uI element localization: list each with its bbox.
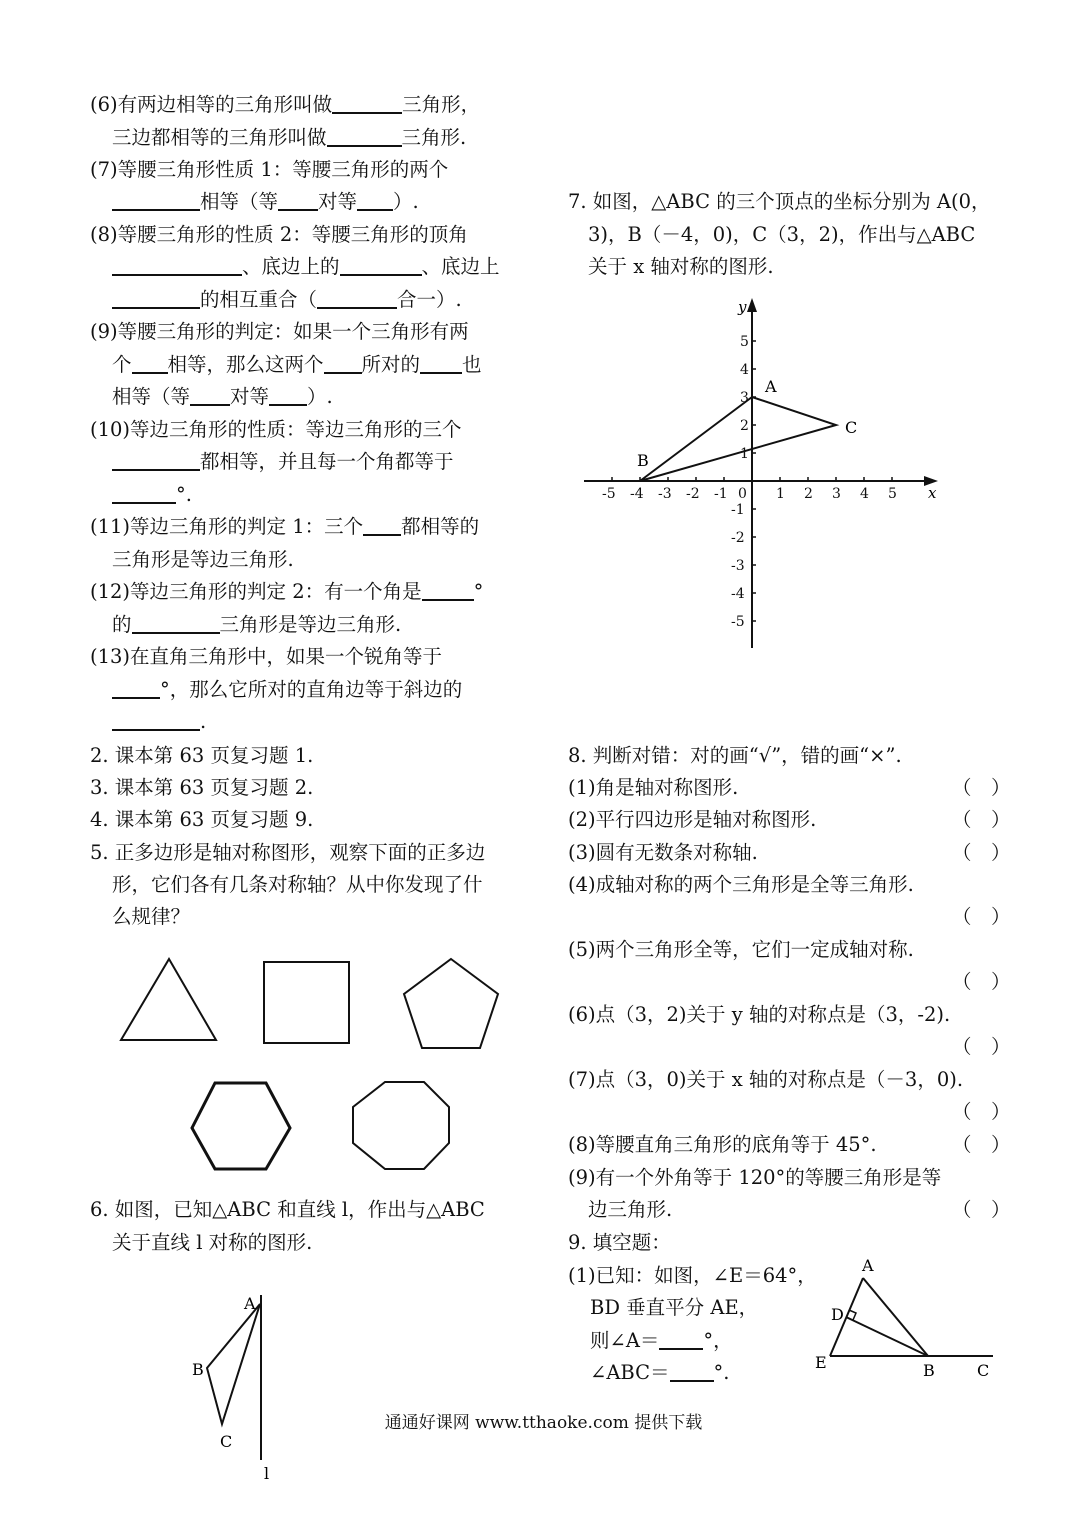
- item9-title: 9. 填空题：: [568, 1231, 671, 1254]
- triangle-abc-plane: [640, 397, 836, 481]
- label-c: C: [977, 1361, 990, 1380]
- segment-ab: [863, 1278, 928, 1356]
- item5-line3: 么规律？: [112, 905, 191, 928]
- q13-text-a: °，那么它所对的直角边等于斜边的: [160, 678, 463, 701]
- q6-text-d: 三角形.: [401, 126, 467, 149]
- q8-text-d: 合一）.: [397, 288, 462, 311]
- segment-db: [846, 1317, 928, 1356]
- q9-text-e: 相等（等: [112, 385, 191, 408]
- item7-line2: 3)，B（－4，0)，C（3，2)，作出与△ABC: [588, 223, 976, 246]
- item8-s5: (5)两个三角形全等，它们一定成轴对称.: [568, 938, 914, 961]
- item9-text-c: ∠ABC＝: [590, 1361, 670, 1384]
- q9-line1: (9)等腰三角形的判定：如果一个三角形有两: [90, 320, 469, 343]
- item8-s2: (2)平行四边形是轴对称图形.: [568, 808, 817, 831]
- item4: 4. 课本第 63 页复习题 9.: [90, 808, 314, 831]
- x-tick-label: -1: [714, 486, 728, 502]
- y-tick-label: -5: [731, 614, 745, 630]
- q8-text-a: 、底边上的: [242, 255, 340, 278]
- q10-text-b: °.: [176, 483, 192, 506]
- item2: 2. 课本第 63 页复习题 1.: [90, 744, 314, 767]
- q7-text-c: ）.: [393, 190, 419, 213]
- y-tick-label: 4: [740, 362, 749, 378]
- answer-paren[interactable]: （ ）: [952, 1198, 1011, 1221]
- q12-text-d: 三角形是等边三角形.: [219, 613, 402, 636]
- point-a-label: A: [765, 377, 777, 396]
- q7-text-b: 对等: [318, 190, 358, 213]
- item8-title: 8. 判断对错：对的画“√”，错的画“×”.: [568, 744, 902, 767]
- q8-text-b: 、底边上: [421, 255, 500, 278]
- x-axis-label: x: [928, 484, 937, 502]
- item5-line2: 形，它们各有几条对称轴？从中你发现了什: [112, 873, 483, 896]
- item9-line1: (1)已知：如图，∠E＝64°，: [568, 1264, 817, 1287]
- answer-paren[interactable]: （ ）: [952, 808, 1011, 831]
- x-tick-label: 4: [860, 486, 869, 502]
- q7-text-a: 相等（等: [200, 190, 279, 213]
- item9-text-a: 则∠A＝: [590, 1329, 660, 1352]
- answer-paren[interactable]: （ ）: [952, 1100, 1011, 1123]
- x-tick-label: -2: [686, 486, 700, 502]
- q11-text-a: (11)等边三角形的判定 1：三个: [90, 515, 364, 538]
- y-tick-label: 2: [740, 418, 749, 434]
- footer: 通通好课网 www.tthaoke.com 提供下载: [384, 1413, 703, 1433]
- y-axis-arrow: [747, 298, 757, 312]
- label-c: C: [220, 1432, 233, 1451]
- q13-text-b: .: [200, 710, 207, 733]
- label-l: l: [264, 1464, 270, 1483]
- q12-text-a: (12)等边三角形的判定 2：有一个角是: [90, 580, 422, 603]
- item9-text-b: °，: [703, 1329, 733, 1352]
- q10-line1: (10)等边三角形的性质：等边三角形的三个: [90, 418, 462, 441]
- x-tick-label: 5: [888, 486, 897, 502]
- q8-line1: (8)等腰三角形的性质 2：等腰三角形的顶角: [90, 223, 468, 246]
- item7-line3: 关于 x 轴对称的图形.: [588, 255, 774, 278]
- y-tick-label: -3: [731, 558, 745, 574]
- angle-figure: [810, 1250, 1000, 1385]
- item3: 3. 课本第 63 页复习题 2.: [90, 776, 314, 799]
- item8-s4: (4)成轴对称的两个三角形是全等三角形.: [568, 873, 914, 896]
- item8-s3: (3)圆有无数条对称轴.: [568, 841, 758, 864]
- q7-line1: (7)等腰三角形性质 1：等腰三角形的两个: [90, 158, 449, 181]
- item9-line2: BD 垂直平分 AE，: [590, 1296, 759, 1319]
- x-tick-label: 1: [776, 486, 785, 502]
- q9-text-g: ）.: [307, 385, 333, 408]
- y-tick-label: 3: [740, 390, 749, 406]
- y-tick-label: 5: [740, 334, 749, 350]
- answer-paren[interactable]: （ ）: [952, 905, 1011, 928]
- x-tick-label: 0: [738, 486, 747, 502]
- item9-text-d: °.: [713, 1361, 730, 1384]
- q8-text-c: 的相互重合（: [200, 288, 318, 311]
- q9-text-a: 个: [112, 353, 132, 376]
- q9-text-c: 所对的: [361, 353, 421, 376]
- q6-text-a: (6)有两边相等的三角形叫做: [90, 93, 333, 116]
- item8-s9-line1: (9)有一个外角等于 120°的等腰三角形是等: [568, 1166, 942, 1189]
- label-b: B: [923, 1361, 935, 1380]
- q11-line2: 三角形是等边三角形.: [112, 548, 294, 571]
- label-b: B: [192, 1360, 204, 1379]
- answer-paren[interactable]: （ ）: [952, 1133, 1011, 1156]
- q12-text-b: °: [473, 580, 484, 603]
- q13-line1: (13)在直角三角形中，如果一个锐角等于: [90, 645, 443, 668]
- answer-paren[interactable]: （ ）: [952, 970, 1011, 993]
- q9-text-f: 对等: [230, 385, 270, 408]
- label-a: A: [244, 1294, 256, 1313]
- q12-text-c: 的: [112, 613, 132, 636]
- x-tick-label: -3: [658, 486, 672, 502]
- item5-line1: 5. 正多边形是轴对称图形，观察下面的正多边: [90, 841, 486, 864]
- q9-text-b: 相等，那么这两个: [167, 353, 324, 376]
- item6-line2: 关于直线 l 对称的图形.: [112, 1231, 313, 1254]
- item8-s8: (8)等腰直角三角形的底角等于 45°.: [568, 1133, 877, 1156]
- q10-text-a: 都相等，并且每一个角都等于: [200, 450, 454, 473]
- answer-paren[interactable]: （ ）: [952, 776, 1011, 799]
- point-b-label: B: [637, 451, 649, 470]
- item8-s7: (7)点（3，0)关于 x 轴的对称点是（－3，0).: [568, 1068, 964, 1091]
- item8-s9-line2: 边三角形.: [588, 1198, 673, 1221]
- y-tick-label: -4: [731, 586, 745, 602]
- x-tick-label: 2: [804, 486, 813, 502]
- q6-text-b: 三角形，: [402, 93, 481, 116]
- q11-text-b: 都相等的: [401, 515, 480, 538]
- x-tick-label: -4: [630, 486, 644, 502]
- item7-line1: 7. 如图，△ABC 的三个顶点的坐标分别为 A(0，: [568, 190, 991, 213]
- item8-s6: (6)点（3，2)关于 y 轴的对称点是（3，-2).: [568, 1003, 951, 1026]
- q9-text-d: 也: [462, 353, 482, 376]
- y-axis-label: y: [738, 298, 747, 316]
- item8-s1: (1)角是轴对称图形.: [568, 776, 739, 799]
- y-tick-label: 1: [740, 446, 749, 462]
- y-tick-label: -2: [731, 530, 745, 546]
- x-tick-label: -5: [602, 486, 616, 502]
- q6-text-c: 三边都相等的三角形叫做: [112, 126, 327, 149]
- answer-paren[interactable]: （ ）: [952, 841, 1011, 864]
- y-tick-label: -1: [731, 502, 745, 518]
- item6-line1: 6. 如图，已知△ABC 和直线 l，作出与△ABC: [90, 1198, 485, 1221]
- x-tick-label: 3: [832, 486, 841, 502]
- label-e: E: [815, 1353, 827, 1372]
- answer-paren[interactable]: （ ）: [952, 1035, 1011, 1058]
- label-a: A: [862, 1256, 874, 1275]
- label-d: D: [831, 1305, 844, 1324]
- point-c-label: C: [845, 418, 858, 437]
